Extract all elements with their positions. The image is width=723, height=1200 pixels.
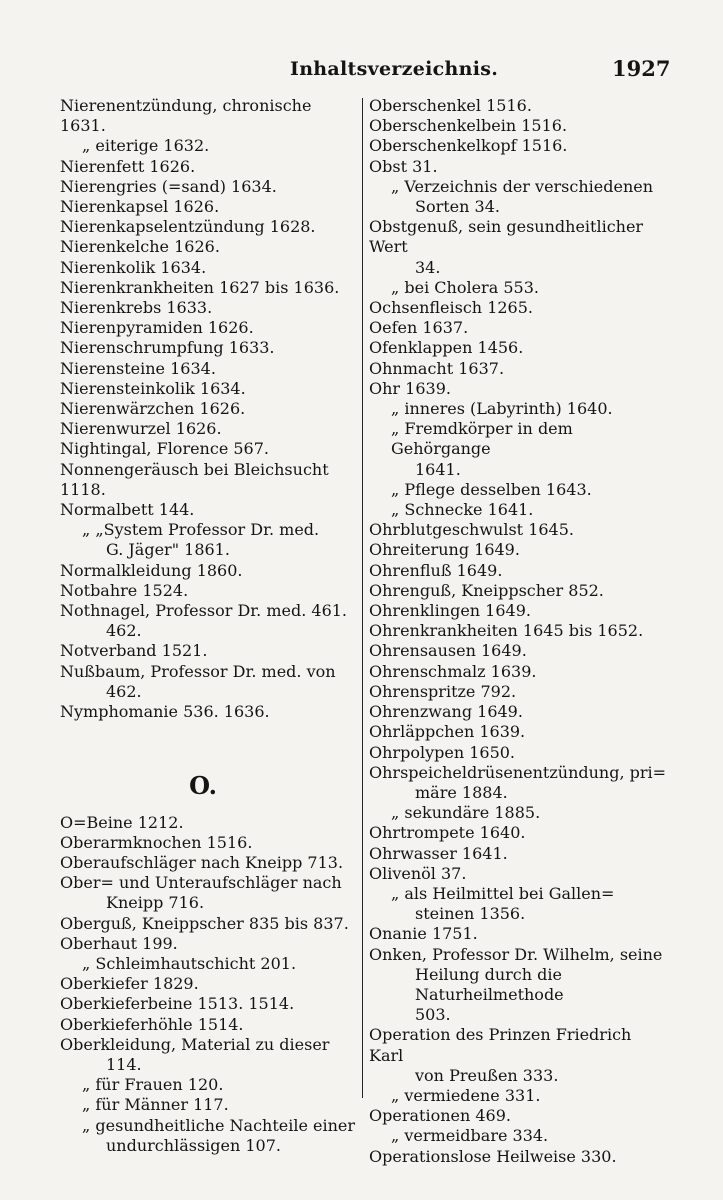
entry-line: Nierengries (=sand) 1634. [60,176,277,196]
entry-line: Oberschenkelkopf 1516. [369,136,568,156]
entry-line: „ vermeidbare 334. [391,1126,549,1146]
index-entry [60,641,356,661]
index-entry [369,945,669,1026]
index-entry [369,763,669,803]
index-entry [60,662,356,702]
entry-line: Nierenentzündung, chronische 1631. [60,96,312,136]
index-entry [369,702,669,722]
entry-line: Oberkleidung, Material zu dieser [60,1034,330,1054]
index-entry [60,601,356,641]
right-column [369,96,669,1167]
entry-line: Notverband 1521. [60,641,208,661]
entry-line: Nierenfett 1626. [60,156,196,176]
index-entry [369,682,669,702]
index-entry [60,974,356,994]
entry-continuation-line: 503. [415,1005,451,1025]
entry-line: Ober= und Unteraufschläger nach [60,873,342,893]
entry-continuation-line: G. Jäger" 1861. [106,540,230,560]
index-subentry [369,884,669,924]
entry-line: „ sekundäre 1885. [391,803,541,823]
index-subentry [369,1086,669,1106]
entry-continuation-line: steinen 1356. [415,904,526,924]
index-entry [369,924,669,944]
entry-line: Nußbaum, Professor Dr. med. von [60,661,336,681]
index-entry [369,1025,669,1086]
entry-line: Nierenpyramiden 1626. [60,318,254,338]
entry-line: Obst 31. [369,156,438,176]
index-entry [369,96,669,116]
index-entry [60,439,356,459]
entry-line: Ochsenfleisch 1265. [369,298,533,318]
index-entry [60,914,356,934]
page-number: 1927 [612,56,671,81]
index-subentry [60,954,356,974]
index-entry [369,359,669,379]
entry-line: Ohrenfluß 1649. [369,560,503,580]
index-subentry [60,1116,356,1156]
entry-line: „ Schleimhautschicht 201. [82,953,297,973]
index-entry [369,561,669,581]
entry-line: Ohreiterung 1649. [369,540,520,560]
index-entry [369,116,669,136]
index-entry [369,520,669,540]
entry-line: „ vermiedene 331. [391,1085,541,1105]
column-divider [362,98,363,1098]
index-entry [369,136,669,156]
index-subentry [369,419,669,480]
index-entry [369,621,669,641]
entry-line: Ohrenschmalz 1639. [369,661,537,681]
entry-line: „ inneres (Labyrinth) 1640. [391,399,613,419]
entry-line: Nierenkrebs 1633. [60,298,213,318]
index-entry [369,298,669,318]
index-entry [60,157,356,177]
index-entry [369,540,669,560]
left-column [60,96,356,1156]
page-header [0,52,723,92]
index-subentry [369,480,669,500]
index-entry [60,298,356,318]
entry-line: Ohr 1639. [369,378,451,398]
index-group-o-continued [369,96,669,1167]
entry-continuation-line: 34. [415,257,441,277]
entry-line: Oberkiefer 1829. [60,974,199,994]
entry-line: „ bei Cholera 553. [391,277,539,297]
index-entry [369,1106,669,1126]
index-entry [60,177,356,197]
section-letter-heading: O. [189,771,217,801]
index-entry [369,864,669,884]
entry-line: Normalkleidung 1860. [60,560,243,580]
entry-line: Obstgenuß, sein gesundheitlicher Wert [369,217,644,257]
index-entry [60,399,356,419]
index-entry [369,217,669,278]
index-entry [60,833,356,853]
entry-line: „ Fremdkörper in dem Gehörgange [391,419,573,459]
entry-line: Oefen 1637. [369,318,469,338]
entry-continuation-line: Kneipp 716. [106,893,205,913]
index-group-o [60,813,356,1156]
entry-line: „ als Heilmittel bei Gallen= [391,883,615,903]
entry-continuation-line: undurchlässigen 107. [106,1135,281,1155]
entry-continuation-line: 462. [106,681,142,701]
index-entry [60,994,356,1014]
entry-line: Ohrenkrankheiten 1645 bis 1652. [369,621,644,641]
entry-line: Ohrensausen 1649. [369,641,527,661]
entry-continuation-line: von Preußen 333. [415,1065,559,1085]
entry-continuation-line: märe 1884. [415,782,508,802]
index-entry [60,500,356,520]
index-subentry [60,136,356,156]
entry-line: Ohrtrompete 1640. [369,823,526,843]
index-entry [369,743,669,763]
index-entry [60,873,356,913]
index-entry [369,722,669,742]
entry-line: Ohrwasser 1641. [369,843,508,863]
entry-line: Nierenkapsel 1626. [60,197,220,217]
index-subentry [369,278,669,298]
index-entry [369,1147,669,1167]
entry-line: Ohrläppchen 1639. [369,722,526,742]
entry-line: Nierensteinkolik 1634. [60,378,246,398]
entry-line: Nierenkolik 1634. [60,257,207,277]
index-entry [60,278,356,298]
index-entry [60,258,356,278]
entry-line: Notbahre 1524. [60,580,189,600]
index-entry [60,197,356,217]
entry-line: „ für Frauen 120. [82,1075,224,1095]
index-entry [369,641,669,661]
entry-line: Nierenschrumpfung 1633. [60,338,275,358]
entry-line: Ohrenklingen 1649. [369,601,531,621]
running-title: Inhaltsverzeichnis. [290,58,499,80]
entry-line: Oberschenkelbein 1516. [369,116,568,136]
entry-line: Oberarmknochen 1516. [60,832,253,852]
index-entry [369,379,669,399]
entry-line: Operation des Prinzen Friedrich Karl [369,1025,632,1065]
index-entry [369,157,669,177]
entry-line: Olivenöl 37. [369,863,467,883]
index-entry [369,823,669,843]
index-entry [60,853,356,873]
entry-line: Oberaufschläger nach Kneipp 713. [60,852,344,872]
entry-line: Ohrenguß, Kneippscher 852. [369,580,604,600]
index-entry [60,813,356,833]
entry-continuation-line: Sorten 34. [415,197,500,217]
index-entry [60,419,356,439]
entry-line: „ Pflege desselben 1643. [391,479,592,499]
entry-line: Nierensteine 1634. [60,358,216,378]
entry-line: O=Beine 1212. [60,812,184,832]
entry-line: Oberschenkel 1516. [369,96,532,115]
entry-line: „ gesundheitliche Nachteile einer [82,1115,356,1135]
index-subentry [60,1095,356,1115]
entry-line: Nierenwurzel 1626. [60,419,222,439]
entry-continuation-line: Heilung durch die Naturheilmethode [415,964,564,1004]
index-entry [60,318,356,338]
entry-continuation-line: 114. [106,1054,142,1074]
index-entry [60,581,356,601]
index-entry [60,561,356,581]
entry-line: Onanie 1751. [369,924,478,944]
index-entry [60,379,356,399]
entry-line: „ Schnecke 1641. [391,500,534,520]
index-subentry [369,177,669,217]
entry-line: Operationslose Heilweise 330. [369,1146,617,1166]
index-entry [369,581,669,601]
entry-line: Onken, Professor Dr. Wilhelm, seine [369,944,663,964]
entry-line: Nierenkelche 1626. [60,237,220,257]
index-subentry [369,399,669,419]
entry-line: „ Verzeichnis der verschiedenen [391,176,654,196]
index-entry [60,1035,356,1075]
entry-line: Nonnengeräusch bei Bleichsucht 1118. [60,459,329,499]
entry-line: Ohrblutgeschwulst 1645. [369,520,574,540]
index-group-n [60,96,356,722]
entry-line: Ohrenspritze 792. [369,681,517,701]
entry-continuation-line: 462. [106,621,142,641]
entry-line: Oberguß, Kneippscher 835 bis 837. [60,913,349,933]
index-entry [60,96,356,136]
index-subentry [60,520,356,560]
entry-line: „ „System Professor Dr. med. [82,520,320,540]
index-entry [60,217,356,237]
entry-line: Oberkieferbeine 1513. 1514. [60,994,295,1014]
index-entry [60,338,356,358]
index-entry [369,601,669,621]
entry-line: „ eiterige 1632. [82,136,210,156]
entry-line: Ohrspeicheldrüsenentzündung, pri= [369,762,667,782]
entry-line: Ohnmacht 1637. [369,358,505,378]
index-entry [369,662,669,682]
entry-continuation-line: 1641. [415,459,461,479]
entry-line: Nierenkrankheiten 1627 bis 1636. [60,277,340,297]
index-entry [60,702,356,722]
index-entry [60,359,356,379]
entry-line: Ofenklappen 1456. [369,338,524,358]
index-entry [369,318,669,338]
entry-line: Nightingal, Florence 567. [60,439,269,459]
index-entry [60,237,356,257]
index-subentry [369,803,669,823]
index-entry [60,934,356,954]
entry-line: Operationen 469. [369,1106,511,1126]
entry-line: Nierenkapselentzündung 1628. [60,217,316,237]
index-entry [60,460,356,500]
entry-line: Ohrpolypen 1650. [369,742,516,762]
entry-line: Ohrenzwang 1649. [369,702,523,722]
index-entry [60,1015,356,1035]
index-subentry [60,1075,356,1095]
entry-line: Oberkieferhöhle 1514. [60,1014,244,1034]
entry-line: Nothnagel, Professor Dr. med. 461. [60,601,348,621]
entry-line: Normalbett 144. [60,500,195,520]
entry-line: „ für Männer 117. [82,1095,229,1115]
index-entry [369,844,669,864]
entry-line: Nierenwärzchen 1626. [60,399,246,419]
entry-line: Oberhaut 199. [60,933,178,953]
index-subentry [369,1126,669,1146]
index-entry [369,338,669,358]
index-subentry [369,500,669,520]
entry-line: Nymphomanie 536. 1636. [60,702,270,722]
